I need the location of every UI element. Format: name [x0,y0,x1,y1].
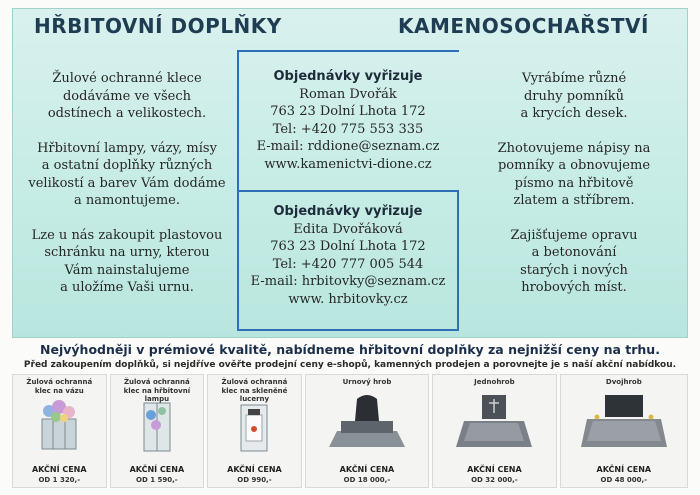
product-label: Dvojhrob [605,378,642,386]
right-text-line: pomníky a obnovujeme [497,158,651,173]
contact-block-roman [242,68,454,173]
right-text-line: druhy pomníků [523,88,624,104]
right-text-line: starých i nových [520,262,628,278]
contact-heading: Objednávky vyřizuje [273,69,423,84]
left-text-line: schránku na urny, kterou [44,245,210,260]
price-value: OD 990,- [237,476,272,484]
divider-mid-horizontal [237,190,459,192]
right-text-line: písmo na hřbitově [514,175,634,191]
contact-email[interactable]: E-mail: rddione@seznam.cz [256,139,440,154]
left-text-line: a ostatní doplňky různých [41,158,213,173]
left-text-line: Vám nainstalujeme [64,262,190,278]
title-kamenosocharstvi: KAMENOSOCHAŘSTVÍ [398,14,649,38]
left-column [22,70,232,297]
right-text-line: a betonování [531,245,617,260]
right-text-line: Zajišťujeme opravu [510,227,638,243]
product-label: Žulová ochranná [221,378,288,386]
product-card[interactable] [305,374,429,488]
price-label: AKČNÍ CENA [467,465,522,474]
product-card[interactable] [432,374,556,488]
left-text-line: a namontujeme. [73,193,180,208]
contact-phone[interactable]: Tel: +420 775 553 335 [272,121,424,137]
lantern-cage-icon [229,397,279,455]
right-text-line: zlatem a stříbrem. [513,193,635,208]
offer-subline: Před zakoupením doplňků, si nejdříve ověřte prodejní ceny e-shopů, kamenných prodejen a porovnejte je s naší akční nabídkou. [23,360,677,370]
price-value: OD 1 320,- [38,476,81,484]
title-hrbitovni-doplnky: HŘBITOVNÍ DOPLŇKY [34,14,282,38]
product-label: Jednohrob [474,378,515,386]
price-label: AKČNÍ CENA [596,465,652,474]
contact-email[interactable]: E-mail: hrbitovky@seznam.cz [250,274,446,289]
divider-right-vertical [457,190,459,330]
left-text-line: a uložíme Vaši urnu. [60,280,194,295]
price-value: OD 48 000,- [600,476,648,484]
product-strip [12,374,688,488]
offer-headline: Nejvýhodněji v prémiové kvalitě, nabídneme hřbitovní doplňky za nejnižší ceny na trhu. [40,342,660,357]
contact-name: Roman Dvořák [299,86,397,102]
product-card[interactable] [207,374,302,488]
contact-address: 763 23 Dolní Lhota 172 [270,239,426,254]
double-grave-icon [579,391,669,451]
price-label: AKČNÍ CENA [129,465,185,474]
product-label: klec na skleněné lucerny [221,386,288,403]
lamp-cage-icon [132,397,182,455]
right-column [468,70,680,297]
right-text-line: hrobových míst. [521,280,627,295]
product-card[interactable] [560,374,688,488]
left-text-line: velikostí a barev Vám dodáme [28,175,226,191]
divider-bottom [237,329,459,331]
contact-phone[interactable]: Tel: +420 777 005 544 [272,256,424,272]
price-label: AKČNÍ CENA [31,465,87,474]
price-value: OD 32 000,- [471,476,518,484]
price-value: OD 1 590,- [136,476,178,484]
urn-grave-icon [327,391,407,451]
product-label: Žulová ochranná [123,378,190,386]
right-text-line: Vyrábíme různé [521,71,627,86]
price-label: AKČNÍ CENA [227,465,282,474]
divider-top-horizontal [237,50,459,52]
product-card[interactable] [12,374,107,488]
product-label: Žulová ochranná [26,378,93,386]
contact-block-edita [242,203,454,308]
contact-address: 763 23 Dolní Lhota 172 [270,104,426,119]
contact-heading: Objednávky vyřizuje [273,204,423,219]
left-text-line: Žulové ochranné klece [52,71,202,86]
contact-name: Edita Dvořáková [293,221,403,237]
vase-cage-icon [34,397,84,453]
product-card[interactable] [110,374,205,488]
left-text-line: odstínech a velikostech. [47,106,207,121]
price-value: OD 18 000,- [343,476,391,484]
product-label: Urnový hrob [342,378,392,386]
product-label: klec na vázu [34,386,84,395]
contact-web[interactable]: www.kamenictvi-dione.cz [264,156,432,172]
product-label: klec na hřbitovní lampu [123,386,191,403]
left-text-line: dodáváme ve všech [62,88,191,104]
single-grave-icon [454,391,534,451]
left-text-line: Hřbitovní lampy, vázy, mísy [37,140,217,156]
right-text-line: a krycích desek. [520,106,628,121]
right-text-line: Zhotovujeme nápisy na [497,140,651,156]
left-text-line: Lze u nás zakoupit plastovou [31,227,223,243]
price-label: AKČNÍ CENA [339,465,395,474]
contact-web[interactable]: www. hrbitovky.cz [288,291,408,307]
